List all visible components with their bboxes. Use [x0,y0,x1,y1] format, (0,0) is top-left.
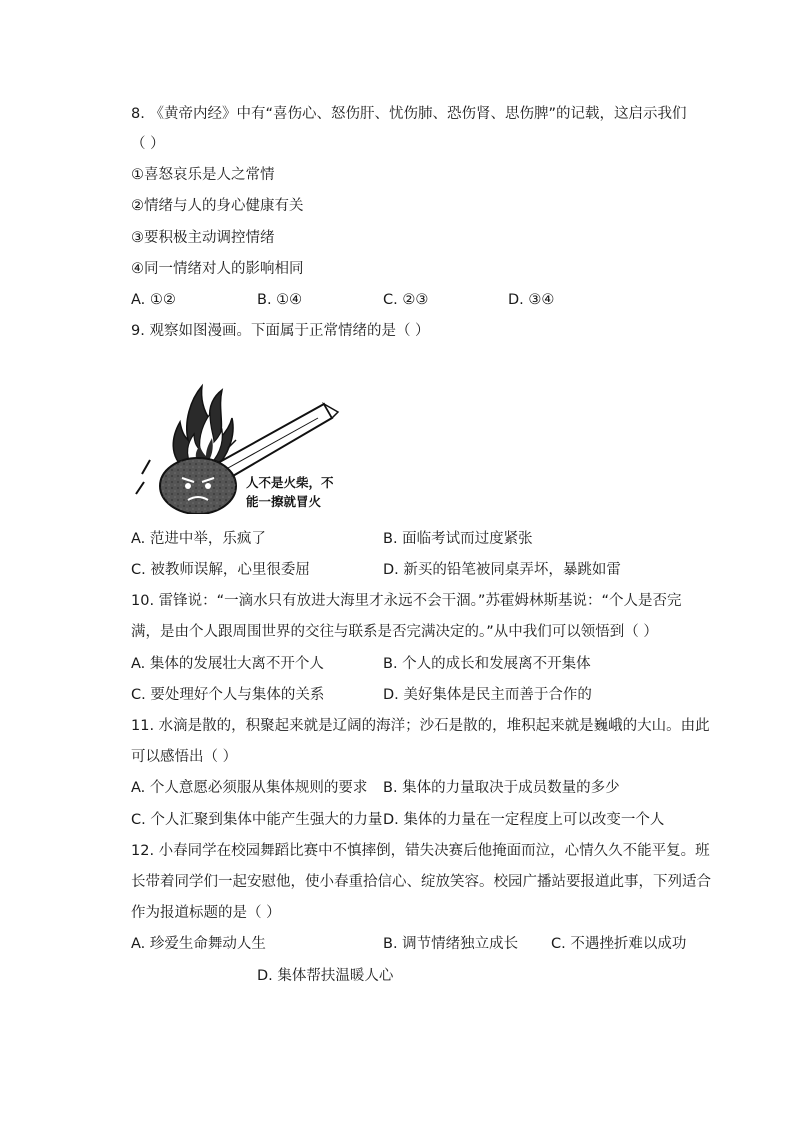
q8-stem-line2: （ ） [131,136,165,152]
q11-option-b[interactable]: B. 集体的力量取决于成员数量的多少 [383,780,620,796]
comic-caption-line2: 能一擦就冒火 [246,494,322,509]
q12-option-b[interactable]: B. 调节情绪独立成长 [383,936,519,952]
q8-statement-2: ②情绪与人的身心健康有关 [131,198,304,214]
q11-stem-line2: 可以感悟出（ ） [131,749,238,765]
q9-option-a[interactable]: A. 范进中举，乐疯了 [131,531,266,547]
q11-option-c[interactable]: C. 个人汇聚到集体中能产生强大的力量 [131,812,383,828]
q11-stem-line1: 11. 水滴是散的，积聚起来就是辽阔的海洋；沙石是散的，堆积起来就是巍峨的大山。由此 [131,718,710,734]
q9-option-d[interactable]: D. 新买的铅笔被同桌弄坏，暴跳如雷 [383,562,621,578]
q10-option-c[interactable]: C. 要处理好个人与集体的关系 [131,687,325,703]
comic-image [128,378,350,514]
q10-option-d[interactable]: D. 美好集体是民主而善于合作的 [383,687,592,703]
q8-statement-4: ④同一情绪对人的影响相同 [131,261,304,277]
q8-option-c[interactable]: C. ②③ [383,292,429,308]
q10-option-a[interactable]: A. 集体的发展壮大离不开个人 [131,656,324,672]
q9-option-c[interactable]: C. 被教师误解，心里很委屈 [131,562,310,578]
q12-option-c[interactable]: C. 不遇挫折难以成功 [551,936,687,952]
q10-stem-line2: 满，是由个人跟周围世界的交往与联系是否完满决定的。”从中我们可以领悟到（ ） [131,624,658,640]
q8-option-a[interactable]: A. ①② [131,292,176,308]
q10-stem-line1: 10. 雷锋说：“一滴水只有放进大海里才永远不会干涸。”苏霍姆林斯基说：“个人是否完 [131,593,682,609]
comic-caption-line1: 人不是火柴，不 [246,475,334,490]
q12-stem-line1: 12. 小春同学在校园舞蹈比赛中不慎摔倒，错失决赛后他掩面而泣，心情久久不能平复。班 [131,843,710,859]
q8-stem-line1: 8. 《黄帝内经》中有“喜伤心、怒伤肝、忧伤肺、恐伤肾、思伤脾”的记载，这启示我们 [131,106,687,122]
q9-stem: 9. 观察如图漫画。下面属于正常情绪的是（ ） [131,323,430,339]
q8-statement-3: ③要积极主动调控情绪 [131,230,275,246]
q12-stem-line3: 作为报道标题的是（ ） [131,905,281,921]
q10-option-b[interactable]: B. 个人的成长和发展离不开集体 [383,656,591,672]
q8-option-b[interactable]: B. ①④ [257,292,303,308]
q8-option-d[interactable]: D. ③④ [508,292,555,308]
q8-statement-1: ①喜怒哀乐是人之常情 [131,167,275,183]
q12-option-d[interactable]: D. 集体帮扶温暖人心 [257,968,394,984]
q12-option-a[interactable]: A. 珍爱生命舞动人生 [131,936,266,952]
q12-stem-line2: 长带着同学们一起安慰他，使小春重拾信心、绽放笑容。校园广播站要报道此事，下列适合 [131,874,711,890]
q11-option-a[interactable]: A. 个人意愿必须服从集体规则的要求 [131,780,368,796]
q9-option-b[interactable]: B. 面临考试而过度紧张 [383,531,533,547]
q11-option-d[interactable]: D. 集体的力量在一定程度上可以改变一个人 [383,812,665,828]
